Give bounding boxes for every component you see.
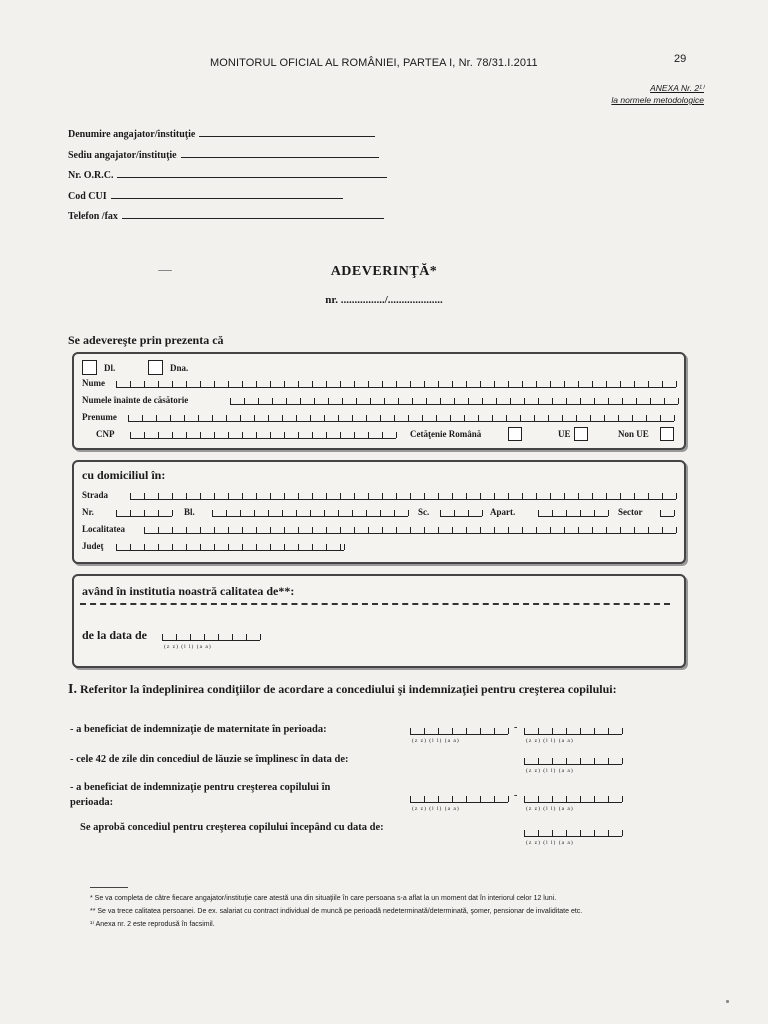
document-title: ADEVERINŢĂ* [330,264,438,279]
childcare-start-format: (z z) (l l) (a a) [412,806,460,812]
romanian-citizenship-label: Cetăţenie Română [410,429,482,439]
identity-box [72,352,686,450]
sc-label: Sc. [418,507,430,517]
street-input[interactable] [130,493,676,500]
date-format-hint: (z z) (l l) (a a) [164,644,212,650]
cui-code-label: Cod CUI [68,191,107,202]
maternity-period-label: - a beneficiat de indemnizaţie de maternitate în perioada: [70,724,327,735]
address-box [72,460,686,564]
intro-text: Se adevereşte prin prezenta că [68,333,224,347]
footnote-2: ** Se va trece calitatea persoanei. De ex. salariat cu contract individual de muncă pe perioadă nedeterminată/determinată, şomer, pensionar de invaliditate etc. [90,908,583,915]
maternity-separator: - [514,722,518,733]
childcare-label-line1: - a beneficiat de indemnizaţie pentru creşterea copilului în [70,782,331,793]
from-date-label: de la data de [82,628,148,642]
childcare-end-date[interactable] [524,796,622,803]
childcare-separator: - [514,790,518,801]
annex-normative: la normele metodologice [611,95,704,105]
section-1-numeral: I. [68,682,77,697]
postpartum-format: (z z) (l l) (a a) [526,768,574,774]
position-fill-line[interactable] [80,603,670,605]
phone-fax-field[interactable] [68,209,384,222]
phone-fax-label: Telefon /fax [68,211,118,222]
position-box [72,574,686,668]
prenume-input[interactable] [128,415,674,422]
maternity-end-date[interactable] [524,728,622,735]
section-1-heading [68,680,708,699]
section-1-title: Referitor la îndeplinirea condiţiilor de acordare a concediului şi indemnizaţiei pentru creşterea copilului: [79,682,617,696]
dl-label: Dl. [104,363,116,373]
document-number-line: nr. ................/.................... [325,294,443,306]
locality-label: Localitatea [82,524,125,534]
postpartum-label: - cele 42 de zile din concediul de lăuzie se împlinesc în data de: [70,754,349,765]
from-date-input[interactable] [162,634,260,641]
non-eu-label: Non UE [618,429,649,439]
checkbox-non-eu[interactable] [660,427,674,441]
sector-input[interactable] [660,510,674,517]
nume-label: Nume [82,378,105,388]
nume-input[interactable] [116,381,676,388]
apart-input[interactable] [538,510,608,517]
nr-input[interactable] [116,510,172,517]
maternity-end-format: (z z) (l l) (a a) [526,738,574,744]
apart-label: Apart. [490,507,516,517]
cnp-input[interactable] [130,432,396,439]
childcare-end-format: (z z) (l l) (a a) [526,806,574,812]
sc-input[interactable] [440,510,482,517]
footnote-1: * Se va completa de către fiecare angajator/instituţie care atestă una din situaţiile în care persoana s-a aflat la un moment dat în interiorul celor 12 luni. [90,895,557,902]
checkbox-dl[interactable] [82,360,97,375]
bl-label: Bl. [184,507,195,517]
childcare-period-label [70,780,330,810]
maiden-name-input[interactable] [230,398,678,405]
maternity-start-format: (z z) (l l) (a a) [412,738,460,744]
cnp-label: CNP [96,429,115,439]
cui-code-field[interactable] [68,189,343,202]
sector-label: Sector [618,507,643,517]
eu-label: UE [558,429,571,439]
street-label: Strada [82,490,109,500]
address-title: cu domiciliul în: [82,468,166,482]
footnote-rule [90,887,128,888]
county-input[interactable] [116,544,344,551]
scan-speck [158,270,172,271]
leave-start-date[interactable] [524,830,622,837]
county-label: Judeţ [82,541,104,551]
employer-name-label: Denumire angajator/instituţie [68,129,196,140]
employer-address-label: Sediu angajator/instituţie [68,150,177,161]
position-title: având în institutia noastră calitatea de**: [82,584,295,598]
checkbox-eu[interactable] [574,427,588,441]
footnote-3: ¹⁾ Anexa nr. 2 este reprodusă în facsimil. [90,921,215,928]
locality-input[interactable] [144,527,676,534]
page-number: 29 [674,53,687,65]
annex-number: ANEXA Nr. 2¹⁾ [650,83,704,93]
childcare-start-date[interactable] [410,796,508,803]
annex-reference [611,82,704,106]
scan-speck [726,1000,729,1003]
journal-header: MONITORUL OFICIAL AL ROMÂNIEI, PARTEA I, Nr. 78/31.I.2011 [210,57,538,69]
childcare-label-line2: perioada: [70,797,114,808]
nr-label: Nr. [82,507,94,517]
maiden-name-label: Numele înainte de căsătorie [82,395,189,405]
maternity-start-date[interactable] [410,728,508,735]
orc-number-label: Nr. O.R.C. [68,170,114,181]
bl-input[interactable] [212,510,408,517]
prenume-label: Prenume [82,412,117,422]
checkbox-dna[interactable] [148,360,163,375]
employer-name-field[interactable] [68,127,375,140]
checkbox-romanian[interactable] [508,427,522,441]
leave-start-format: (z z) (l l) (a a) [526,840,574,846]
orc-number-field[interactable] [68,168,387,181]
leave-approved-label: Se aprobă concediul pentru creşterea copilului începând cu data de: [80,822,384,833]
postpartum-date[interactable] [524,758,622,765]
dna-label: Dna. [170,363,189,373]
employer-address-field[interactable] [68,148,379,161]
